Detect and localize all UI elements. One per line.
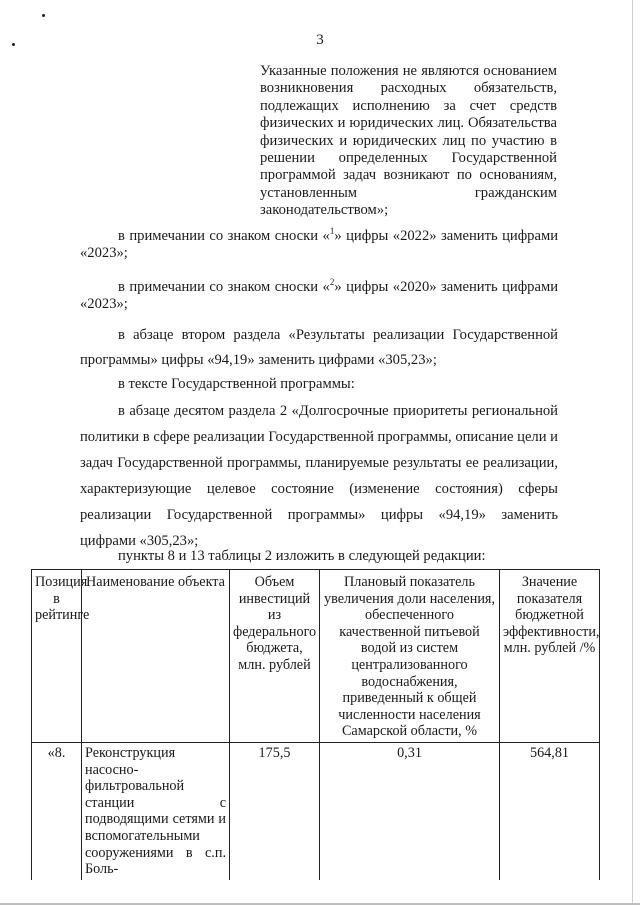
table-header-row (32, 570, 600, 743)
paragraph-results-section: в абзаце втором раздела «Результаты реализации Государственной программы» цифры «94,19» заменить цифрами «305,23»; (80, 327, 558, 368)
cell-indicator: 0,31 (320, 742, 500, 879)
header-efficiency: Значение показателя бюджетной эффективности, млн. рублей /% (500, 570, 600, 743)
cell-position: «8. (32, 742, 82, 879)
scan-speck (42, 14, 45, 17)
page-number: 3 (316, 32, 324, 48)
quoted-paragraph: Указанные положения не являются основанием возникновения расходных обязательств, подлежащих исполнению за счет средств физических и юридических лиц. Обязательства физических и юридических лиц по участию в решении определенных Государственной программой задач возникают по основаниям, установленным гражданским законодательством»; (260, 63, 557, 219)
table-2 (31, 569, 600, 880)
cell-object-name: Реконструкция насосно-фильтровальной станции с подводящими сетями и вспомогательными сооружениями в с.п. Боль- (82, 742, 230, 879)
header-object-name: Наименование объекта (82, 570, 230, 743)
paragraph-section-2: в абзаце десятом раздела 2 «Долгосрочные приоритеты региональной политики в сфере реализации Государственной программы, описание цели и задач Государственной программы, планируемые результаты ее реализации, характеризующие целевое состояние (изменение состояния) сферы реализации Государственной программы» цифры «94,19» заменить цифрами «305,23»; (80, 403, 558, 549)
header-planned-indicator: Плановый показатель увеличения доли населения, обеспеченного качественной питьевой водой из систем централизованного водоснабжения, приведенный к общей численности населения Самарской области, % (320, 570, 500, 743)
cell-efficiency: 564,81 (500, 742, 600, 879)
paragraph-footnote-2: в примечании со знаком сноски «$^2$» цифры «2020» заменить цифрами «2023»; (80, 277, 559, 312)
table-row (32, 742, 600, 879)
cell-investment: 175,5 (230, 742, 320, 879)
page-edge-line (632, 0, 633, 905)
header-investment: Объем инвестиций из федерального бюджета, млн. рублей (230, 570, 320, 743)
header-position: Позиция в рейтинге (32, 570, 82, 743)
paragraph-footnote-1: в примечании со знаком сноски «$^1$» цифры «2022» заменить цифрами «2023»; (80, 226, 559, 261)
paragraph-table-intro: пункты 8 и 13 таблицы 2 изложить в следующей редакции: (118, 548, 486, 564)
paragraph-program-text: в тексте Государственной программы: (118, 376, 355, 392)
